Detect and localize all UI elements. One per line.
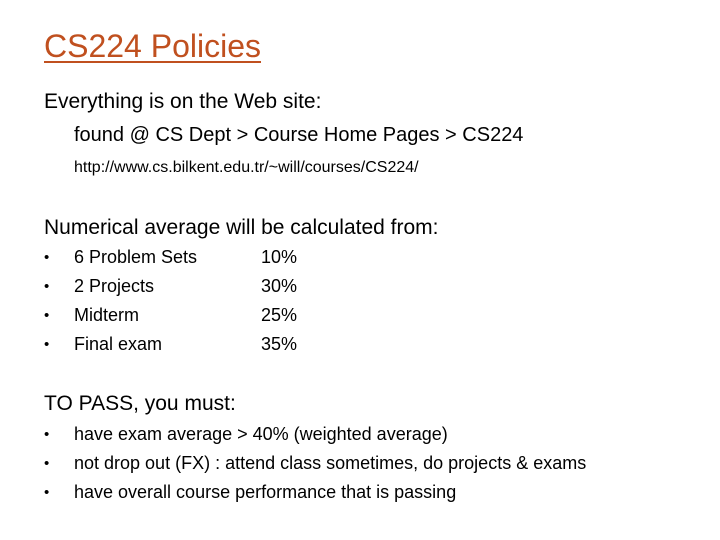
passing-heading: TO PASS, you must: bbox=[44, 392, 236, 415]
grading-item bbox=[44, 272, 364, 301]
website-url[interactable]: http://www.cs.bilkent.edu.tr/~will/courses/CS224/ bbox=[74, 159, 419, 176]
bullet-icon: • bbox=[44, 426, 50, 443]
grading-item bbox=[44, 243, 364, 272]
passing-item-text: have exam average > 40% (weighted average) bbox=[74, 424, 448, 444]
website-path: found @ CS Dept > Course Home Pages > CS224 bbox=[74, 124, 524, 146]
bullet-icon: • bbox=[44, 307, 50, 324]
passing-list bbox=[44, 420, 684, 507]
passing-item-text: have overall course performance that is passing bbox=[74, 482, 457, 502]
grading-item-percent: 10% bbox=[261, 247, 298, 267]
grading-item-percent: 35% bbox=[261, 334, 298, 354]
grading-item-percent: 30% bbox=[261, 276, 298, 296]
grading-heading: Numerical average will be calculated from: bbox=[44, 216, 439, 239]
page-title: CS224 Policies bbox=[44, 28, 261, 64]
bullet-icon: • bbox=[44, 249, 50, 266]
grading-item-label: Final exam bbox=[74, 334, 163, 354]
bullet-icon: • bbox=[44, 336, 50, 353]
bullet-icon: • bbox=[44, 484, 50, 501]
passing-item bbox=[44, 449, 684, 478]
grading-item-label: 6 Problem Sets bbox=[74, 247, 198, 267]
grading-list bbox=[44, 243, 364, 359]
grading-item-percent: 25% bbox=[261, 305, 298, 325]
bullet-icon: • bbox=[44, 278, 50, 295]
website-heading: Everything is on the Web site: bbox=[44, 90, 322, 113]
grading-item bbox=[44, 330, 364, 359]
grading-item-label: Midterm bbox=[74, 305, 140, 325]
passing-item bbox=[44, 478, 684, 507]
grading-item bbox=[44, 301, 364, 330]
passing-item-text: not drop out (FX) : attend class sometimes, do projects & exams bbox=[74, 453, 587, 473]
bullet-icon: • bbox=[44, 455, 50, 472]
passing-item bbox=[44, 420, 684, 449]
grading-item-label: 2 Projects bbox=[74, 276, 155, 296]
